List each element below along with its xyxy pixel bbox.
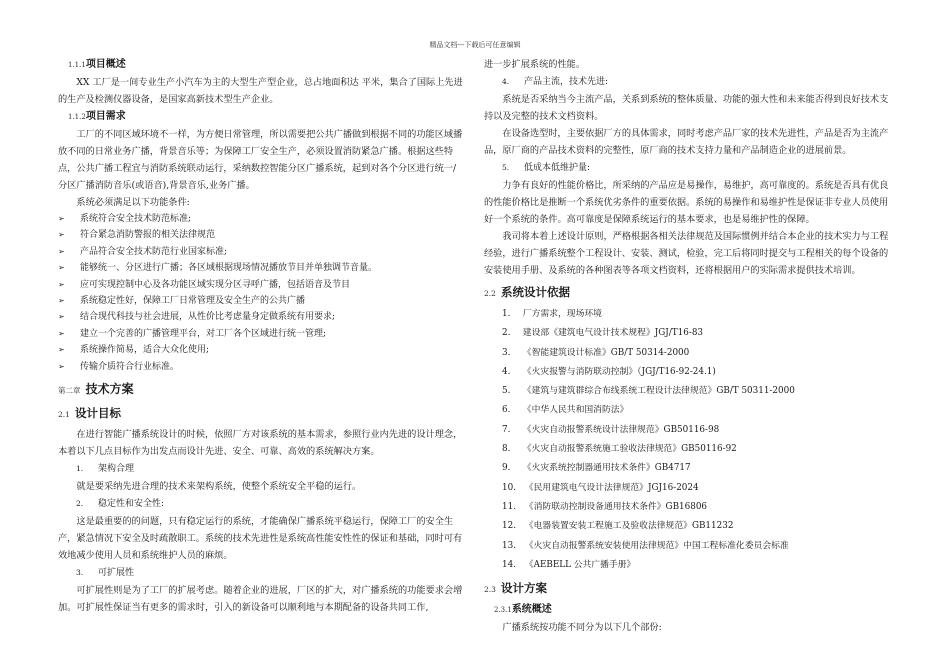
list-item: ➢ 产品符合安全技术防范行业国家标准; <box>58 244 463 260</box>
section-number: 2.3 <box>484 585 496 595</box>
list-item: 10. 《民用建筑电气设计法律规范》JGJ16-2024 <box>502 482 699 493</box>
list-item: 13. 《火灾自动报警系统安装使用法律规范》中国工程标准化委员会标准 <box>502 540 789 551</box>
section-number: 2.2 <box>484 289 496 298</box>
list-item: 14. 《AEBELL 公共广播手册》 <box>502 559 636 570</box>
requirement-list <box>58 211 463 375</box>
bullet-arrow-icon: ➢ <box>58 279 65 289</box>
section-heading-2-2 <box>484 282 889 303</box>
list-item: ➢ 应可实现控制中心及各功能区域实现分区寻呼广播，包括语音及节目 <box>58 277 463 293</box>
section-title: 设计方案 <box>501 581 548 596</box>
goal-1-paragraph: 就是要采纳先进合理的技术来架构系统，使整个系统安全平稳的运行。 <box>76 481 362 493</box>
goal-item-5: 5. 低成本低维护量: <box>502 163 591 173</box>
bullet-arrow-icon: ➢ <box>58 361 65 371</box>
bullet-arrow-icon: ➢ <box>58 296 65 306</box>
chapter-title: 技术方案 <box>85 382 134 397</box>
continued-paragraph: 进一步扩展系统的性能。 <box>484 59 586 70</box>
summary-paragraph: 我司将本着上述设计原则，严格根据各相关法律规范及国际惯例并结合本企业的技术实力与工程经验，进行广播系统整个工程设计、安装、测试，检验，完工后将同时提交与工程相关的每个设备的安装使用手册、及系统的各种图表等各项文档资料，还将根据用户的实际需求提供技术培训。 <box>484 231 889 276</box>
right-column <box>484 56 889 636</box>
section-number: 2.1 <box>58 410 70 420</box>
list-item: ➢ 结合现代科技与社会进展，从性价比考虑量身定做系统有用要求; <box>58 309 463 325</box>
overview-paragraph: XX 工厂是一间专业生产小汽车为主的大型生产型企业，总占地面积达 平米，集合了国际上先进的生产及检测仪器设备，是国家高新技术型生产企业。 <box>58 77 463 105</box>
goal-paragraph: 在进行智能广播系统设计的时候，依照厂方对该系统的基本需求，参照行业内先进的设计理念，本着以下几点目标作为出发点而设计先进、安全、可靠、高效的系统解决方案。 <box>58 429 463 458</box>
bullet-arrow-icon: ➢ <box>58 214 65 223</box>
section-number: 2.3.1 <box>494 606 512 615</box>
reference-list <box>484 305 889 575</box>
section-title: 项目需求 <box>85 111 126 122</box>
section-number: 1.1.2 <box>68 113 86 121</box>
list-item: ➢ 传输介质符合行业标准。 <box>58 359 463 375</box>
section-heading-2-3-1 <box>484 601 889 619</box>
bullet-arrow-icon: ➢ <box>58 246 65 256</box>
list-item: 11. 《消防联动控制设备通用技术条件》GB16806 <box>502 501 708 512</box>
system-overview-paragraph: 广播系统按功能不同分为以下几个部份: <box>502 622 662 634</box>
section-heading-2-1 <box>58 403 463 424</box>
list-item: ➢ 建立一个完善的广播管理平台，对工厂各个区域进行统一管理; <box>58 326 463 342</box>
goal-item-3: 3. 可扩展性 <box>76 568 135 579</box>
section-heading-2-3 <box>484 578 889 599</box>
list-item: ➢ 符合紧急消防警报的相关法律规范 <box>58 227 463 243</box>
bullet-arrow-icon: ➢ <box>58 328 65 338</box>
list-item: 7. 《火灾自动报警系统设计法律规范》GB50116-98 <box>502 424 720 435</box>
list-item: 3. 《智能建筑设计标准》GB/T 50314-2000 <box>502 347 690 358</box>
goal-item-1: 1. 架构合理 <box>76 464 135 475</box>
section-heading-1-1-2 <box>58 108 463 126</box>
chapter-number: 第二章 <box>58 386 81 396</box>
list-item: 2. 建设部《建筑电气设计技术规程》JGJ/T16-83 <box>502 328 704 339</box>
bullet-arrow-icon: ➢ <box>58 345 65 355</box>
list-item: 5. 《建筑与建筑群综合布线系统工程设计法律规范》GB/T 50311-2000 <box>502 386 795 397</box>
section-title: 系统概述 <box>511 604 552 616</box>
list-item: 12. 《电器装置安装工程施工及验收法律规范》GB11232 <box>502 521 734 532</box>
goal-4-paragraph-b: 在设备选型时，主要依据厂方的具体需求，同时考虑产品厂家的技术先进性，产品是否为主流产品，原厂商的产品技术资料的完整性，原厂商的技术支持力量和产品制造企业的进展前景。 <box>484 128 889 156</box>
function-intro: 系统必须满足以下功能条件: <box>76 197 190 208</box>
page-header: 精品文档---下载后可任意编辑 <box>429 41 521 49</box>
section-number: 1.1.1 <box>68 61 86 69</box>
bullet-arrow-icon: ➢ <box>58 312 65 322</box>
list-item: ➢ 系统稳定性好，保障工厂日常管理及安全生产的公共广播 <box>58 293 463 309</box>
section-title: 系统设计依据 <box>501 285 571 299</box>
list-item: 1. 厂方需求，现场环境 <box>502 309 602 319</box>
chapter-heading <box>58 379 463 400</box>
list-item: ➢ 能够统一、分区进行广播；各区域根据现场情况播放节目并单独调节音量。 <box>58 260 463 276</box>
bullet-arrow-icon: ➢ <box>58 263 65 273</box>
list-item: ➢ 系统操作简易，适合大众化使用; <box>58 342 463 358</box>
list-item: 8. 《火灾自动报警系统施工验收法律规范》GB50116-92 <box>502 444 737 455</box>
goal-2-paragraph: 这是最重要的的问题，只有稳定运行的系统，才能确保广播系统平稳运行，保障工厂的安全生产，紧急情况下安全及时疏散职工。系统的技术先进性是系统高性能安性性的保证和基础，同时可有效地减少使用人员和系统维护人员的麻烦。 <box>58 516 463 562</box>
goal-5-paragraph: 力争有良好的性能价格比，所采纳的产品应是易操作，易维护，高可靠度的。系统是否具有优良的性能价格比是推断一个系统优劣条件的重要依据。系统的易操作和易维护性是保证非专业人员使用好一个系统的条件。高可靠度是保障系统运行的基本要求，也是易维护性的保障。 <box>484 180 889 225</box>
list-item: 4. 《火灾报警与消防联动控制》（JGJ/T16-92-24.1) <box>502 366 716 377</box>
goal-item-4: 4. 产品主流，技术先进: <box>502 77 609 87</box>
list-item: 6. 《中华人民共和国消防法》 <box>502 405 629 416</box>
goal-item-2: 2. 稳定性和安全性: <box>76 499 165 510</box>
list-item: 9. 《火灾系统控制器通用技术条件》GB4717 <box>502 463 691 474</box>
needs-paragraph: 工厂的不同区域环境不一样，为方便日常管理，所以需要把公共广播做到根据不同的功能区域播放不同的日常业务广播，背景音乐等；为保障工厂安全生产，必须设置消防紧急广播。根据这些特点，公共广播工程宜与消防系统联动运行，采纳数控智能分区广播系统，起到对各个分区进行统一/分区广播消防音乐(或语音),背景音乐,业务广播。 <box>58 129 463 191</box>
goal-4-paragraph-a: 系统是否采纳当今主流产品，关系到系统的整体质量、功能的强大性和未来能否得到良好技术支持以及完整的技术文档资料。 <box>484 94 889 122</box>
section-title: 设计目标 <box>75 406 122 421</box>
list-item: ➢ 系统符合安全技术防范标准; <box>58 211 463 227</box>
bullet-arrow-icon: ➢ <box>58 230 65 240</box>
section-title: 项目概述 <box>85 59 126 70</box>
section-heading-1-1-1 <box>58 56 463 74</box>
goal-3-paragraph: 可扩展性则是为了工厂的扩展考虑。随着企业的进展，厂区的扩大，对广播系统的功能要求会增加。可扩展性保证当有更多的需求时，引入的新设备可以顺利地与本期配备的设备共同工作, <box>58 585 463 614</box>
left-column <box>58 56 463 616</box>
